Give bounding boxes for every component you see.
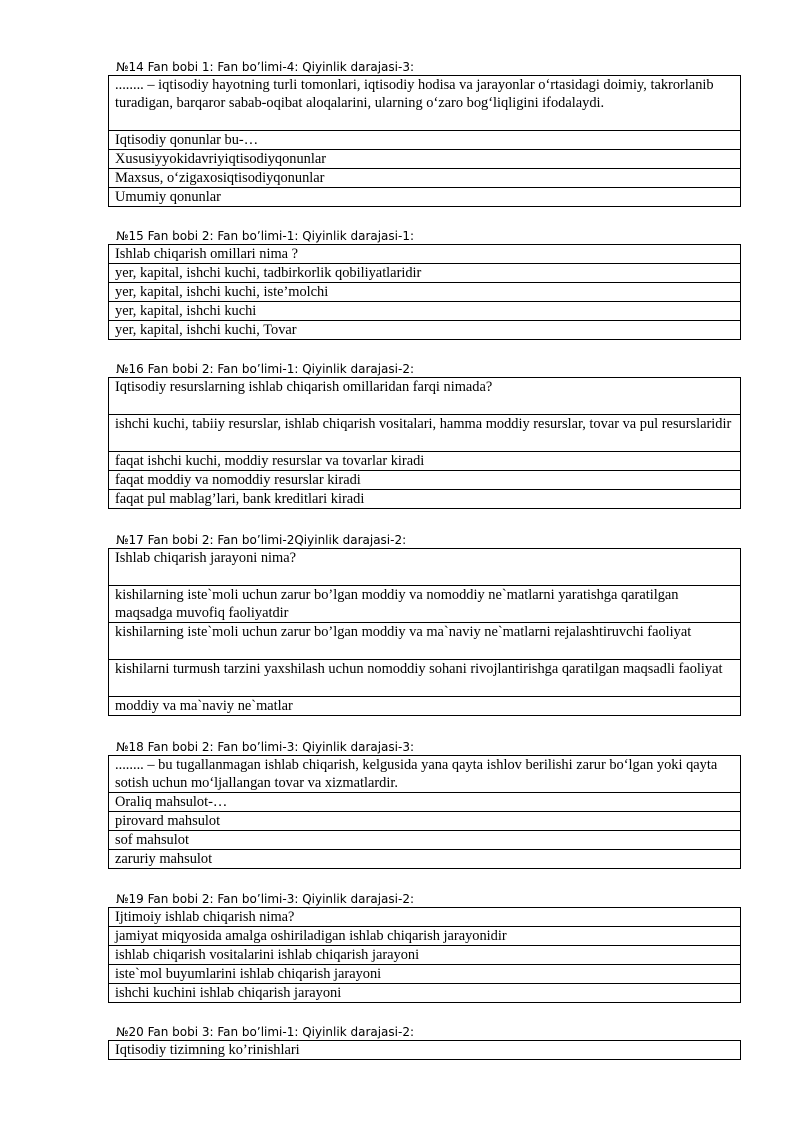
answer-option: moddiy va ma`naviy ne`matlar: [109, 697, 741, 716]
question-block-15: [108, 229, 741, 340]
question-text: Iqtisodiy tizimning ko’rinishlari: [109, 1041, 741, 1060]
answer-option: ishchi kuchini ishlab chiqarish jarayoni: [109, 984, 741, 1003]
question-text: Ishlab chiqarish jarayoni nima?: [109, 549, 741, 586]
answer-option: kishilarning iste`moli uchun zarur bo’lgan moddiy va ma`naviy ne`matlarni rejalashtiruvchi faoliyat: [109, 623, 741, 660]
question-text: Iqtisodiy resurslarning ishlab chiqarish omillaridan farqi nimada?: [109, 378, 741, 415]
answer-option: Maxsus, o‘zigaxosiqtisodiyqonunlar: [109, 169, 741, 188]
question-table: [108, 907, 741, 1003]
question-block-17: [108, 533, 741, 716]
question-header: №20 Fan bobi 3: Fan bo’limi-1: Qiyinlik darajasi-2:: [116, 1025, 415, 1039]
question-text: ........ – bu tugallanmagan ishlab chiqarish, kelgusida yana qayta ishlov berilishi zarur bo‘lgan yoki qayta sotish uchun mo‘ljallangan tovar va xizmatlardir.: [109, 756, 741, 793]
question-text: Ijtimoiy ishlab chiqarish nima?: [109, 908, 741, 927]
answer-option: Iqtisodiy qonunlar bu-…: [109, 131, 741, 150]
question-block-19: [108, 892, 741, 1003]
answer-option: jamiyat miqyosida amalga oshiriladigan ishlab chiqarish jarayonidir: [109, 927, 741, 946]
question-header: №14 Fan bobi 1: Fan bo’limi-4: Qiyinlik darajasi-3:: [116, 60, 415, 74]
question-table: [108, 548, 741, 716]
question-header: №16 Fan bobi 2: Fan bo’limi-1: Qiyinlik darajasi-2:: [116, 362, 415, 376]
answer-option: Xususiyyokidavriyiqtisodiyqonunlar: [109, 150, 741, 169]
answer-option: zaruriy mahsulot: [109, 850, 741, 869]
answer-option: Oraliq mahsulot-…: [109, 793, 741, 812]
answer-option: yer, kapital, ishchi kuchi, Tovar: [109, 321, 741, 340]
question-header: №19 Fan bobi 2: Fan bo’limi-3: Qiyinlik darajasi-2:: [116, 892, 415, 906]
answer-option: yer, kapital, ishchi kuchi, tadbirkorlik qobiliyatlaridir: [109, 264, 741, 283]
question-table: [108, 244, 741, 340]
answer-option: sof mahsulot: [109, 831, 741, 850]
question-block-18: [108, 740, 741, 869]
question-table: [108, 75, 741, 207]
answer-option: pirovard mahsulot: [109, 812, 741, 831]
answer-option: ishlab chiqarish vositalarini ishlab chiqarish jarayoni: [109, 946, 741, 965]
question-header: №17 Fan bobi 2: Fan bo’limi-2Qiyinlik darajasi-2:: [116, 533, 407, 547]
answer-option: yer, kapital, ishchi kuchi: [109, 302, 741, 321]
answer-option: faqat pul mablag’lari, bank kreditlari kiradi: [109, 490, 741, 509]
question-header: №15 Fan bobi 2: Fan bo’limi-1: Qiyinlik darajasi-1:: [116, 229, 415, 243]
question-text: ........ – iqtisodiy hayotning turli tomonlari, iqtisodiy hodisa va jarayonlar o‘rtasidagi doimiy, takrorlanib turadigan, barqaror sabab-oqibat aloqalarini, ularning o‘zaro bog‘liqligini ifodalaydi.: [109, 76, 741, 131]
question-table: [108, 377, 741, 509]
answer-option: faqat moddiy va nomoddiy resurslar kiradi: [109, 471, 741, 490]
question-table: [108, 1040, 741, 1060]
question-block-16: [108, 362, 741, 509]
question-table: [108, 755, 741, 869]
question-text: Ishlab chiqarish omillari nima ?: [109, 245, 741, 264]
answer-option: kishilarning iste`moli uchun zarur bo’lgan moddiy va nomoddiy ne`matlarni yaratishga qaratilgan maqsadga muvofiq faoliyatdir: [109, 586, 741, 623]
question-block-14: [108, 60, 741, 207]
answer-option: yer, kapital, ishchi kuchi, iste’molchi: [109, 283, 741, 302]
answer-option: faqat ishchi kuchi, moddiy resurslar va tovarlar kiradi: [109, 452, 741, 471]
answer-option: kishilarni turmush tarzini yaxshilash uchun nomoddiy sohani rivojlantirishga qaratilgan maqsadli faoliyat: [109, 660, 741, 697]
answer-option: ishchi kuchi, tabiiy resurslar, ishlab chiqarish vositalari, hamma moddiy resurslar, tovar va pul resurslaridir: [109, 415, 741, 452]
question-block-20: [108, 1025, 741, 1060]
answer-option: iste`mol buyumlarini ishlab chiqarish jarayoni: [109, 965, 741, 984]
answer-option: Umumiy qonunlar: [109, 188, 741, 207]
question-header: №18 Fan bobi 2: Fan bo’limi-3: Qiyinlik darajasi-3:: [116, 740, 415, 754]
